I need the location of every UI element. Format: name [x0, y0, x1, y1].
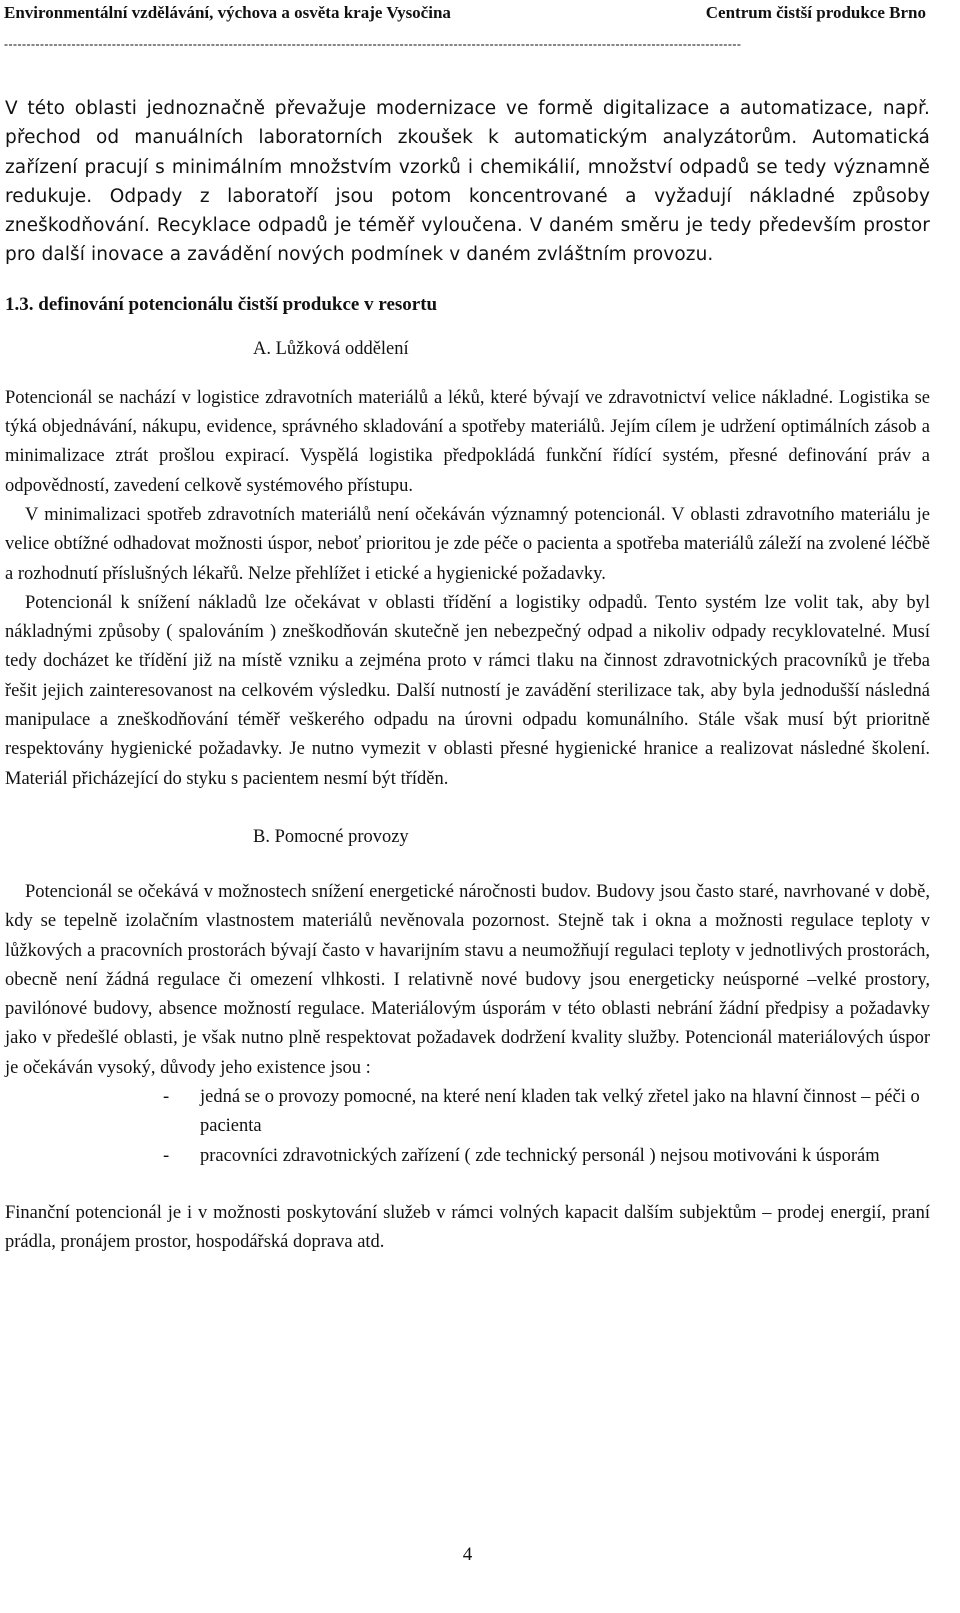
subsection-a-paragraph-1: Potencionál se nachází v logistice zdravotních materiálů a léků, které bývají ve zdravotnictví velice nákladné. Logistika se týká objednávání, nákupu, evidence, správného skladování a spotřeby materiálů. Jejím cílem je udržení optimálních zásob a minimalizace ztrát prošlou expirací. Vyspělá logistika předpokládá funkční řídící systém, přesné definování práv a odpovědností, zavedení celkově systémového přístupu.	[5, 387, 930, 496]
header-right-title: Centrum čistší produkce Brno	[705, 3, 926, 22]
intro-paragraph: V této oblasti jednoznačně převažuje modernizace ve formě digitalizace a automatizace, např. přechod od manuálních laboratorních zkoušek k automatickým analyzátorům. Automatická zařízení pracují s minimálním množstvím vzorků i chemikálií, množství odpadů se tedy významně redukuje. Odpady z laboratoří jsou potom koncentrované a vyžadují nákladné způsoby zneškodňování. Recyklace odpadů je téměř vyloučena. V daném směru je tedy především prostor pro další inovace a zavádění nových podmínek v daném zvláštním provozu.	[5, 98, 930, 266]
page-number: 4	[462, 1544, 473, 1565]
subsection-b-paragraph: Potencionál se očekává v možnostech snížení energetické náročnosti budov. Budovy jsou často staré, navrhované v době, kdy se tepelně izolačním vlastnostem materiálů nevěnovala pozornost. Stejně tak i okna a možnosti regulace teploty v lůžkových a pracovních prostorách bývají často v havarijním stavu a neumožňují regulaci teploty v jednotlivých prostorách, obecně není žádná regulace či omezení vlhkosti. I relativně nové budovy jsou energeticky neúsporné –velké prostory, pavilónové budovy, absence možností regulace. Materiálovým úsporám v této oblasti nebrání žádní předpisy a požadavky jako v předešlé oblasti, je však nutno plně respektovat požadavek dodržení kvality služby. Potencionál materiálových úspor je očekáván vysoký, důvody jeho existence jsou :	[5, 881, 930, 1078]
document-body	[5, 94, 930, 1258]
running-header	[4, 2, 956, 24]
subsection-a-paragraph-2: V minimalizaci spotřeb zdravotních materiálů není očekáván významný potencionál. V oblasti zdravotního materiálu je velice obtížné odhadovat možnosti úspor, neboť prioritou je zde péče o pacienta a spotřeba materiálů záleží na zvolené léčbě a rozhodnutí příslušných lékařů. Nelze přehlížet i etické a hygienické požadavky.	[5, 504, 930, 584]
reasons-list	[5, 1083, 930, 1171]
subsection-a-paragraph-3: Potencionál k snížení nákladů lze očekávat v oblasti třídění a logistiky odpadů. Tento systém lze volit tak, aby byl nákladnými způsoby ( spalováním ) zneškodňován skutečně jen nebezpečný odpad a nikoliv odpady recyklovatelné. Musí tedy docházet ke třídění již na místě vzniku a zejména proto v rámci tlaku na činnost zdravotnických pracovníků je třeba řešit jejich zainteresovanost na celkovém výsledku. Další nutností je zavádění sterilizace tak, aby byla jednodušší následná manipulace a zneškodňování téměř veškerého odpadu na úrovni odpadu komunálního. Stále však musí být prioritně respektovány hygienické požadavky. Je nutno vymezit v oblasti přesné hygienické hranice a realizovat následné školení. Materiál přicházející do styku s pacientem nesmí být tříděn.	[5, 592, 930, 789]
header-separator: --------------------------------------------------------------------------------------------------------------------------------------------------------------------	[4, 38, 742, 50]
section-heading: 1.3. definování potencionálu čistší produkce v resortu	[5, 293, 438, 315]
list-item: - pracovníci zdravotnických zařízení ( zde technický personál ) nejsou motivováni k úsporám	[200, 1142, 930, 1171]
closing-paragraph: Finanční potencionál je i v možnosti poskytování služeb v rámci volných kapacit dalším subjektům – prodej energií, praní prádla, pronájem prostor, hospodářská doprava atd.	[5, 1202, 930, 1253]
subsection-b-title: B. Pomocné provozy	[253, 826, 409, 847]
subsection-a-title: A. Lůžková oddělení	[253, 338, 409, 359]
header-left-title: Environmentální vzdělávání, výchova a osvěta kraje Vysočina	[4, 3, 451, 22]
list-item: - jedná se o provozy pomocné, na které není kladen tak velký zřetel jako na hlavní činnost – péči o pacienta	[200, 1083, 930, 1142]
